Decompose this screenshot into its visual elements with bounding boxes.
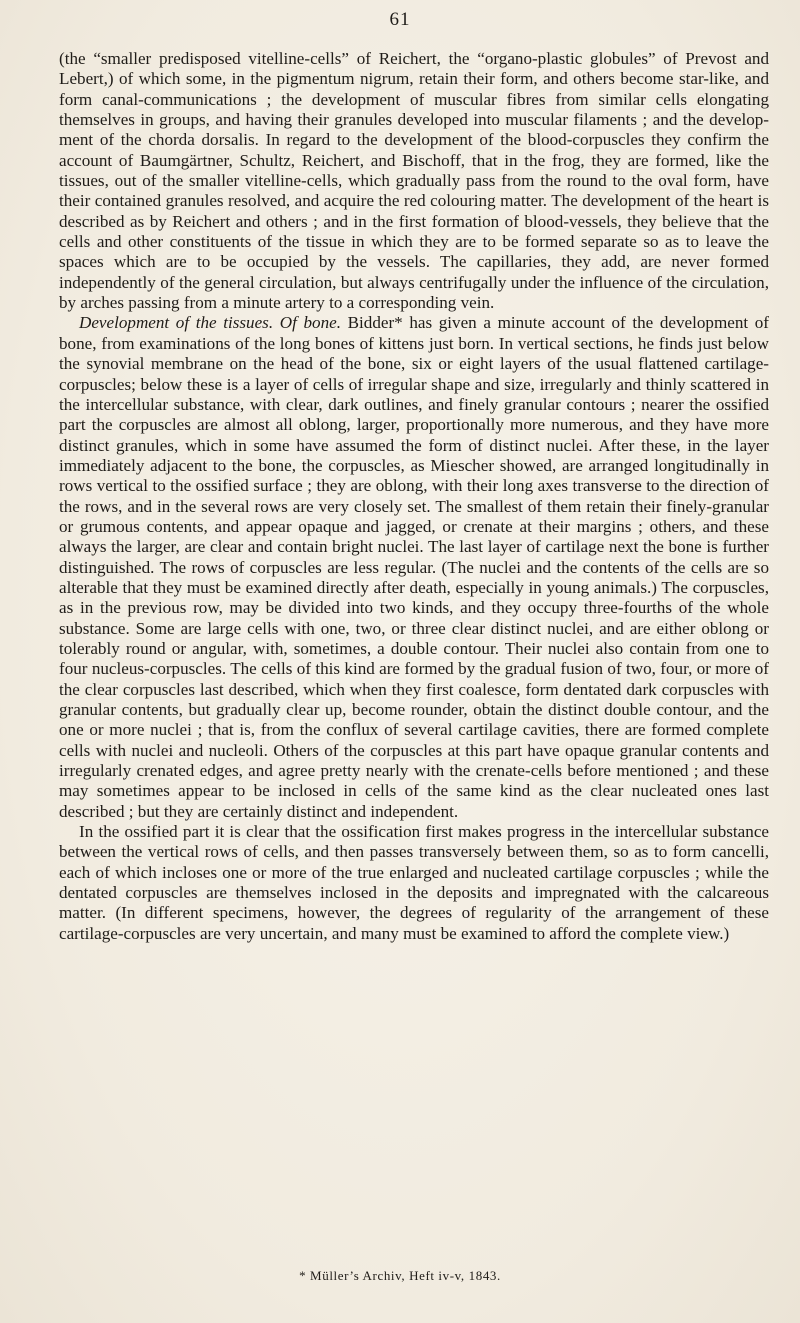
paragraph-3 (59, 822, 769, 944)
paragraph-2-text: Bidder* has given a minute account of the development of bone, from examinations of the long bones of kittens just born. In vertical sections, he finds just below the synovial membrane on the head of the bone, six or eight layers of the usual flattened cartilage-corpuscles; below these is a layer of cells of irregular shape and size, irregularly and thinly scattered in the intercellular substance, with clear, dark outlines, and finely granular contours ; nearer the ossified part the corpuscles are almost all oblong, larger, proportionally more numerous, and they have more distinct granules, which in some have assumed the form of distinct nuclei. After these, in the layer immediately adjacent to the bone, the corpuscles, as Miescher showed, are arranged longitudinally in rows vertical to the ossified surface ; they are oblong, with their long axes transverse to the direction of the rows, and in the several rows are very closely set. The smallest of them retain their finely-granular or grumous contents, and appear opaque and jagged, or crenate at their margins ; others, and these always the larger, are clear and contain bright nuclei. The last layer of cartilage next the bone is further distinguished. The rows of corpuscles are less regular. (The nuclei and the contents of the cells are so alterable that they must be examined directly after death, especially in young animals.) The corpuscles, as in the previous row, may be divided into two kinds, and they occupy three-fourths of the whole substance. Some are large cells with one, two, or three clear distinct nuclei, and are either oblong or tolerably round or angular, with, sometimes, a double contour. Their nuclei also contain from one to four nucleus-corpuscles. The cells of this kind are formed by the gradual fusion of two, four, or more of the clear corpuscles last described, which when they first coalesce, form dentated dark corpuscles with granular contents, but gradually clear up, become rounder, obtain the distinct double contour, and the one or more nuclei ; that is, from the conflux of several cartilage cavities, there are formed complete cells with nuclei and nucleoli. Others of the corpuscles at this part have opaque granular contents and irregularly crenated edges, and agree pretty nearly with the crenate-cells before mentioned ; and these may sometimes appear to be inclosed in cells of the same kind as the clear nucleated ones last described ; but they are certainly distinct and independent. (59, 313, 769, 821)
page-number: 61 (389, 9, 411, 30)
body-text (59, 49, 769, 944)
paragraph-2 (59, 313, 769, 822)
paragraph-1-text: (the “smaller predisposed vitelline-cells” of Reichert, the “organo-plastic globules” of Prevost and Lebert,) of which some, in the pigmentum nigrum, retain their form, and others become star-like, and form canal-communications ; the development of muscular fibres from similar cells elongating themselves in groups, and having their granules developed into muscular filaments ; and the development of the chorda dorsalis. In regard to the development of the blood-corpuscles they confirm the account of Baumgärtner, Schultz, Reichert, and Bischoff, that in the frog, they are formed, like the tissues, out of the smaller vitelline-cells, which gradually pass from the round to the oval form, have their contained granules resolved, and acquire the red colouring matter. The development of the heart is described as by Reichert and others ; and in the first formation of blood-vessels, they believe that the cells and other constituents of the tissue in which they are to be formed separate so as to leave the spaces which are to be occupied by the vessels. The capillaries, they add, are never formed independently of the general circulation, but always centrifugally under the influence of the circulation, by arches passing from a minute artery to a corresponding vein. (59, 49, 769, 313)
section-heading-development-of-tissues: Development of the tissues. (79, 313, 274, 333)
subsection-heading-of-bone: Of bone. (279, 313, 341, 333)
footnote: * Müller’s Archiv, Heft iv-v, 1843. (299, 1268, 501, 1283)
paragraph-3-text: In the ossified part it is clear that the ossification first makes progress in the intercellular substance between the vertical rows of cells, and then passes transversely between them, so as to form cancelli, each of which incloses one or more of the true enlarged and nucleated cartilage corpuscles ; while the dentated corpuscles are themselves inclosed in the deposits and impregnated with the calcareous matter. (In different specimens, however, the degrees of regularity of the arrangement of these cartilage-corpuscles are very uncertain, and many must be examined to afford the complete view.) (59, 822, 769, 943)
paragraph-1 (59, 49, 769, 313)
